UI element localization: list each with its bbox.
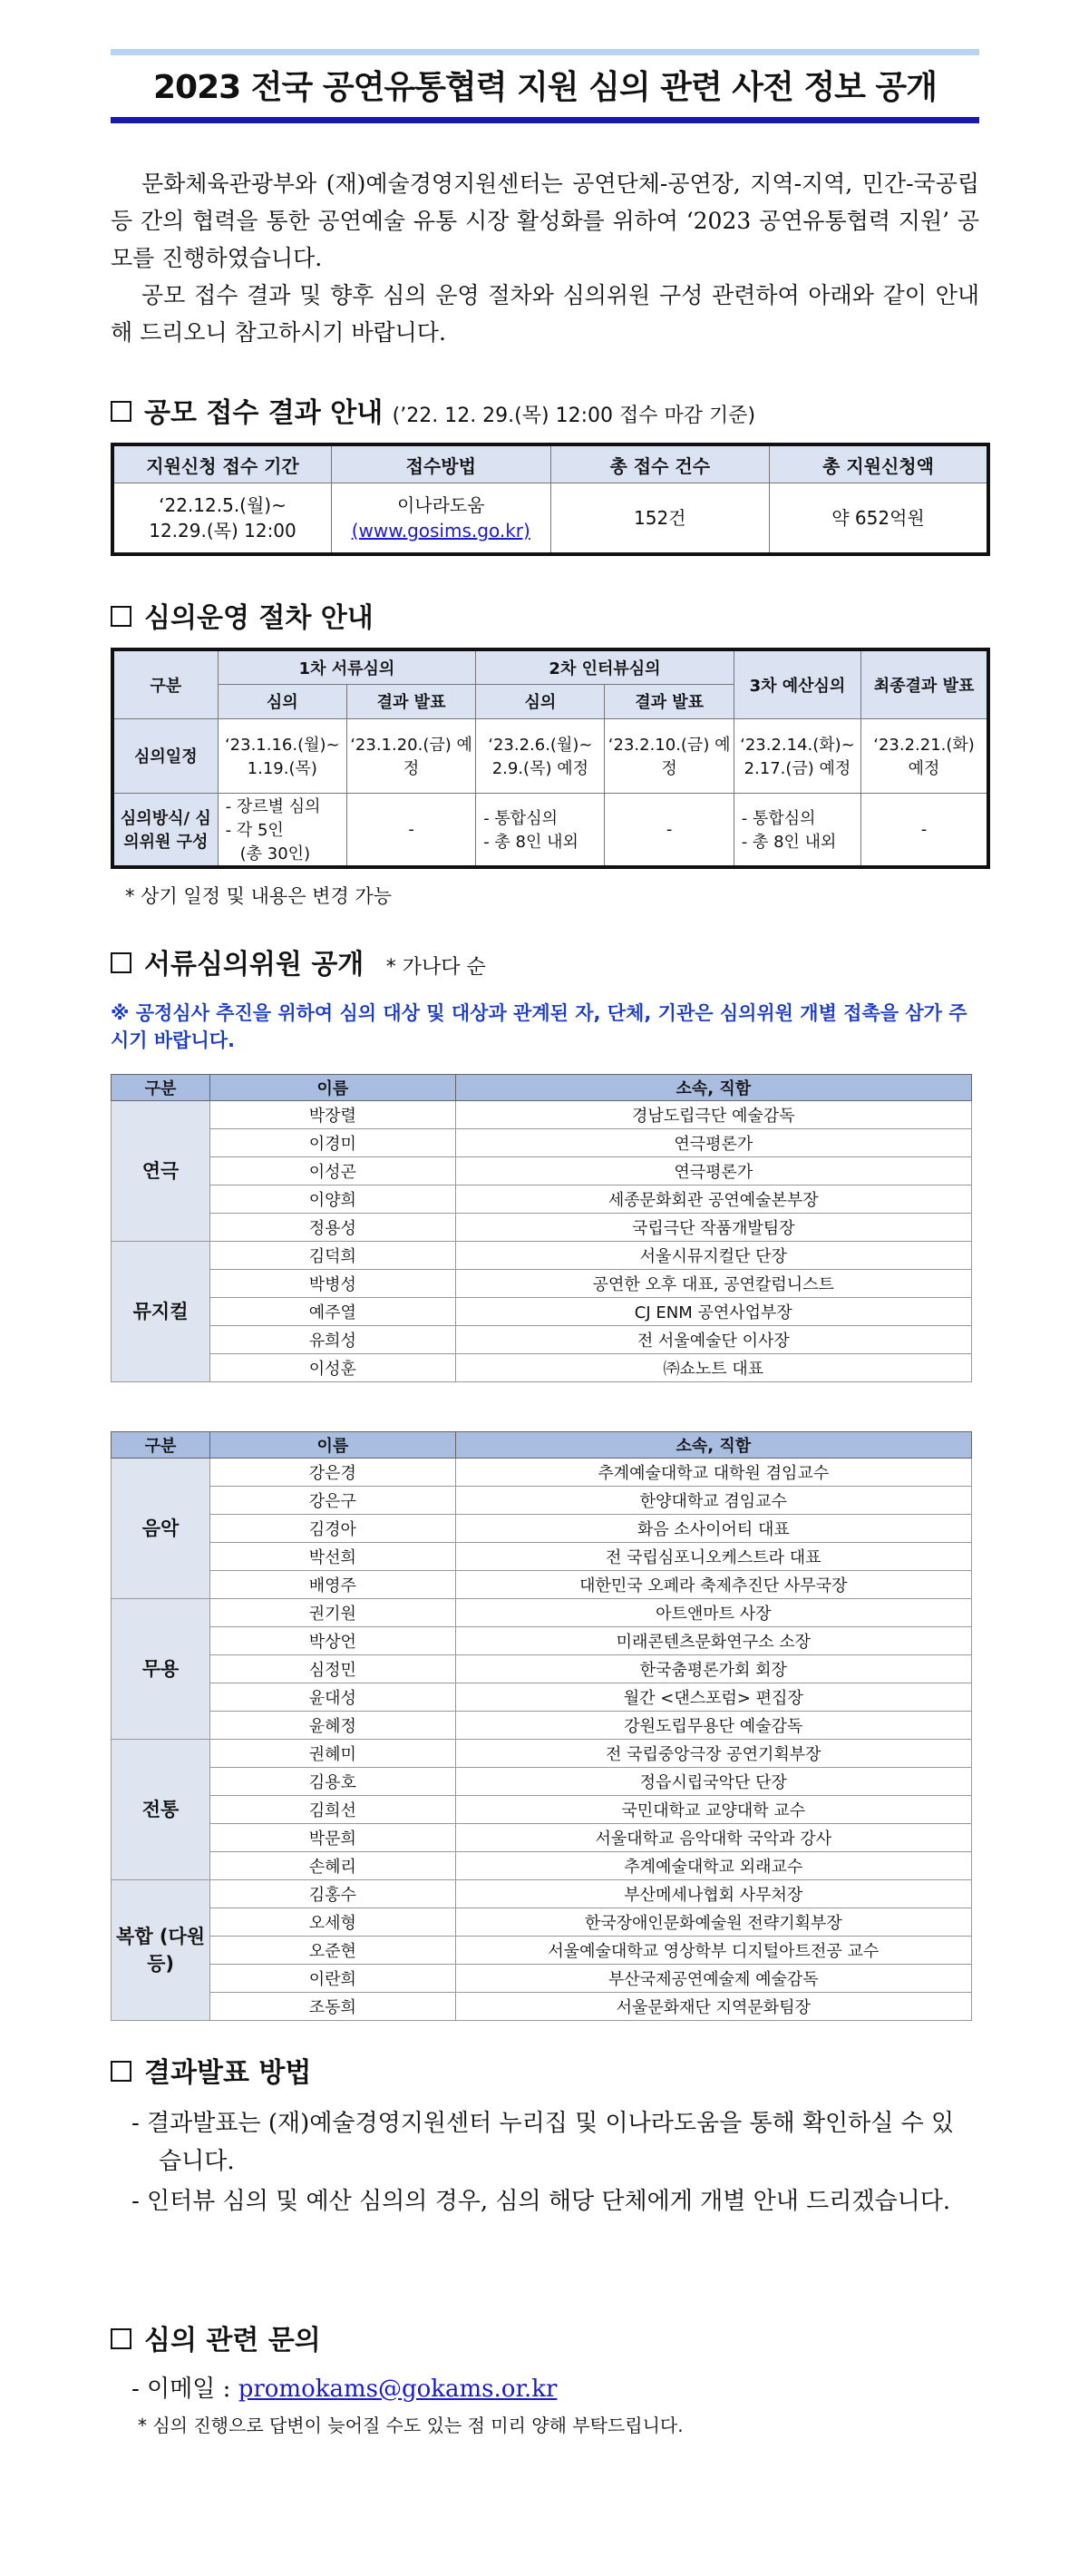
member-name: 김덕희 bbox=[210, 1242, 455, 1270]
member-name: 강은구 bbox=[210, 1487, 455, 1515]
member-name: 이성훈 bbox=[210, 1354, 455, 1382]
member-name: 심정민 bbox=[210, 1655, 455, 1683]
intro-paragraph-1: 문화체육관광부와 (재)예술경영지원센터는 공연단체-공연장, 지역-지역, 민간-국공립 등 간의 협력을 통한 공연예술 유통 시장 활성화를 위하여 ‘2023 공연유통협력 지원’ 공모를 진행하였습니다. bbox=[111, 171, 979, 271]
table-header: 접수방법 bbox=[332, 444, 551, 483]
member-affiliation: 한국장애인문화예술원 전략기획부장 bbox=[455, 1908, 971, 1937]
section-heading-reviewers bbox=[111, 942, 486, 981]
member-affiliation: 정읍시립국악단 단장 bbox=[455, 1768, 971, 1796]
table-header: 3차 예산심의 bbox=[734, 649, 860, 718]
table-row bbox=[112, 1571, 972, 1599]
table-subheader: 결과 발표 bbox=[346, 684, 475, 718]
member-affiliation: 공연한 오후 대표, 공연칼럼니스트 bbox=[455, 1270, 971, 1298]
results-table bbox=[111, 443, 990, 556]
gosims-link[interactable]: (www.gosims.go.kr) bbox=[351, 520, 530, 542]
member-affiliation: 전 국립심포니오케스트라 대표 bbox=[455, 1543, 971, 1571]
member-name: 김경아 bbox=[210, 1515, 455, 1543]
table-row bbox=[112, 1515, 972, 1543]
checkbox-bullet-icon bbox=[111, 2328, 131, 2349]
table-row bbox=[112, 1270, 972, 1298]
period-line: 12.29.(목) 12:00 bbox=[149, 520, 296, 542]
member-name: 김용호 bbox=[210, 1768, 455, 1796]
method-line: - 통합심의 bbox=[741, 809, 816, 829]
table-row bbox=[112, 1683, 972, 1712]
member-name: 예주열 bbox=[210, 1298, 455, 1326]
total-count: 152건 bbox=[550, 483, 770, 555]
method-line: - 총 8인 내외 bbox=[741, 833, 837, 853]
table-header: 2차 인터뷰심의 bbox=[476, 649, 734, 684]
member-affiliation: ㈜쇼노트 대표 bbox=[455, 1354, 971, 1382]
member-name: 박선희 bbox=[210, 1543, 455, 1571]
schedule-cell: ‘23.2.21.(화) 예정 bbox=[861, 718, 988, 793]
title-banner bbox=[111, 49, 979, 123]
member-name: 강은경 bbox=[210, 1459, 455, 1487]
table-row bbox=[112, 1655, 972, 1683]
intro-paragraph-2: 공모 접수 결과 및 향후 심의 운영 절차와 심의위원 구성 관련하여 아래와 같이 안내해 드리오니 참고하시기 바랍니다. bbox=[111, 282, 979, 346]
member-name: 박병성 bbox=[210, 1270, 455, 1298]
reviewers-table-2 bbox=[111, 1431, 972, 2021]
member-affiliation: 서울예술대학교 영상학부 디지털아트전공 교수 bbox=[455, 1937, 971, 1965]
member-affiliation: 한국춤평론가회 회장 bbox=[455, 1655, 971, 1683]
member-affiliation: 전 서울예술단 이사장 bbox=[455, 1326, 971, 1354]
table-row bbox=[112, 1487, 972, 1515]
email-link[interactable]: promokams@gokams.or.kr bbox=[238, 2376, 558, 2403]
member-affiliation: 추계예술대학교 외래교수 bbox=[455, 1852, 971, 1880]
schedule-cell: ‘23.2.10.(금) 예정 bbox=[605, 718, 734, 793]
table-row bbox=[112, 1354, 972, 1382]
section-heading-procedure bbox=[111, 595, 374, 635]
member-name: 이란희 bbox=[210, 1965, 455, 1993]
intro-text bbox=[111, 165, 979, 351]
section-title: 서류심의위원 공개 bbox=[144, 949, 365, 981]
member-affiliation: 추계예술대학교 대학원 겸임교수 bbox=[455, 1459, 971, 1487]
contact-warning: ※ 공정심사 추진을 위하여 심의 대상 및 대상과 관계된 자, 단체, 기관은 심의위원 개별 접촉을 삼가 주시기 바랍니다. bbox=[111, 1002, 967, 1051]
table-row bbox=[112, 1627, 972, 1655]
genre-category: 뮤지컬 bbox=[112, 1242, 210, 1382]
method-line: (총 30인) bbox=[239, 844, 311, 864]
table-row bbox=[112, 1186, 972, 1214]
member-affiliation: 연극평론가 bbox=[455, 1157, 971, 1186]
checkbox-bullet-icon bbox=[111, 2061, 131, 2082]
genre-category: 음악 bbox=[112, 1459, 210, 1599]
section-title: 결과발표 방법 bbox=[144, 2057, 312, 2089]
member-name: 유희성 bbox=[210, 1326, 455, 1354]
member-affiliation: 아트앤마트 사장 bbox=[455, 1599, 971, 1627]
table-header: 소속, 직함 bbox=[455, 1432, 971, 1459]
member-affiliation: 월간 <댄스포럼> 편집장 bbox=[455, 1683, 971, 1712]
method-name: 이나라도움 bbox=[396, 494, 485, 516]
table-header: 소속, 직함 bbox=[455, 1075, 971, 1101]
section-title: 공모 접수 결과 안내 bbox=[144, 397, 384, 429]
table-header: 최종결과 발표 bbox=[861, 649, 988, 718]
member-affiliation: 국립극단 작품개발팀장 bbox=[455, 1214, 971, 1242]
member-name: 오준현 bbox=[210, 1937, 455, 1965]
schedule-cell: ‘23.1.16.(월)~ 1.19.(목) bbox=[218, 718, 346, 793]
genre-category: 복합 (다원 등) bbox=[112, 1880, 210, 2021]
table-row bbox=[112, 1129, 972, 1157]
member-affiliation: 미래콘텐츠문화연구소 소장 bbox=[455, 1627, 971, 1655]
table-row bbox=[112, 1852, 972, 1880]
method-cell bbox=[218, 793, 346, 867]
table-row bbox=[112, 1880, 972, 1908]
genre-category: 연극 bbox=[112, 1101, 210, 1242]
total-amount: 약 652억원 bbox=[770, 483, 989, 555]
genre-category: 무용 bbox=[112, 1599, 210, 1740]
section-subtitle: * 가나다 순 bbox=[385, 956, 486, 979]
member-name: 권혜미 bbox=[210, 1740, 455, 1768]
method-cell bbox=[734, 793, 860, 867]
member-affiliation: 경남도립극단 예술감독 bbox=[455, 1101, 971, 1129]
table-header: 구분 bbox=[112, 649, 218, 718]
member-affiliation: 전 국립중앙극장 공연기획부장 bbox=[455, 1740, 971, 1768]
table-row bbox=[112, 1712, 972, 1740]
table-header: 지원신청 접수 기간 bbox=[112, 444, 332, 483]
announcement-item: - 인터뷰 심의 및 예산 심의의 경우, 심의 해당 단체에게 개별 안내 드리겠습니다. bbox=[131, 2188, 951, 2215]
member-affiliation: 강원도립무용단 예술감독 bbox=[455, 1712, 971, 1740]
member-name: 정용성 bbox=[210, 1214, 455, 1242]
member-name: 박장렬 bbox=[210, 1101, 455, 1129]
section-heading-announcement bbox=[111, 2050, 311, 2090]
member-name: 조동희 bbox=[210, 1993, 455, 2021]
row-label: 심의일정 bbox=[112, 718, 218, 793]
table-row bbox=[112, 1157, 972, 1186]
table-header: 이름 bbox=[210, 1432, 455, 1459]
genre-category: 전통 bbox=[112, 1740, 210, 1880]
member-name: 이양희 bbox=[210, 1186, 455, 1214]
method-cell: - bbox=[861, 793, 988, 867]
announcement-item: - 결과발표는 (재)예술경영지원센터 누리집 및 이나라도움을 통해 확인하실 수 있습니다. bbox=[131, 2110, 955, 2175]
member-affiliation: 부산메세나협회 사무처장 bbox=[455, 1880, 971, 1908]
table-row bbox=[112, 1993, 972, 2021]
section-heading-inquiry bbox=[111, 2317, 321, 2357]
schedule-cell: ‘23.2.6.(월)~ 2.9.(목) 예정 bbox=[476, 718, 605, 793]
table-header: 1차 서류심의 bbox=[218, 649, 476, 684]
section-heading-results bbox=[111, 390, 755, 430]
member-name: 윤혜정 bbox=[210, 1712, 455, 1740]
table-row bbox=[112, 1965, 972, 1993]
table-row bbox=[112, 1937, 972, 1965]
member-affiliation: 서울시뮤지컬단 단장 bbox=[455, 1242, 971, 1270]
table-row bbox=[112, 1214, 972, 1242]
member-name: 윤대성 bbox=[210, 1683, 455, 1712]
email-line bbox=[131, 2370, 557, 2404]
member-affiliation: 대한민국 오페라 축제추진단 사무국장 bbox=[455, 1571, 971, 1599]
schedule-cell: ‘23.1.20.(금) 예정 bbox=[346, 718, 475, 793]
member-name: 김희선 bbox=[210, 1796, 455, 1824]
method-cell: - bbox=[605, 793, 734, 867]
table-header: 구분 bbox=[112, 1075, 210, 1101]
application-method bbox=[332, 483, 551, 555]
title-bottom-bar bbox=[111, 117, 979, 123]
table-row bbox=[112, 1101, 972, 1129]
table-subheader: 심의 bbox=[218, 684, 346, 718]
table-subheader: 결과 발표 bbox=[605, 684, 734, 718]
member-name: 권기원 bbox=[210, 1599, 455, 1627]
table-row bbox=[112, 1459, 972, 1487]
method-line: - 통합심의 bbox=[483, 809, 558, 829]
table-subheader: 심의 bbox=[476, 684, 605, 718]
member-name: 오세형 bbox=[210, 1908, 455, 1937]
member-affiliation: 부산국제공연예술제 예술감독 bbox=[455, 1965, 971, 1993]
section-subtitle: (’22. 12. 29.(목) 12:00 접수 마감 기준) bbox=[392, 405, 756, 427]
table-header: 구분 bbox=[112, 1432, 210, 1459]
checkbox-bullet-icon bbox=[111, 401, 131, 422]
method-line: - 각 5인 bbox=[225, 821, 284, 841]
reviewers-table-1 bbox=[111, 1074, 972, 1382]
table-row bbox=[112, 1599, 972, 1627]
schedule-cell: ‘23.2.14.(화)~ 2.17.(금) 예정 bbox=[734, 718, 860, 793]
table-row bbox=[112, 1908, 972, 1937]
checkbox-bullet-icon bbox=[111, 606, 131, 627]
member-affiliation: 서울대학교 음악대학 국악과 강사 bbox=[455, 1824, 971, 1852]
member-name: 손혜리 bbox=[210, 1852, 455, 1880]
application-period bbox=[112, 483, 332, 555]
announcement-list bbox=[131, 2104, 966, 2222]
member-affiliation: 국민대학교 교양대학 교수 bbox=[455, 1796, 971, 1824]
member-name: 이성곤 bbox=[210, 1157, 455, 1186]
section-title: 심의운영 절차 안내 bbox=[144, 602, 374, 634]
member-name: 박상언 bbox=[210, 1627, 455, 1655]
member-affiliation: 연극평론가 bbox=[455, 1129, 971, 1157]
member-name: 배영주 bbox=[210, 1571, 455, 1599]
table-header: 총 지원신청액 bbox=[770, 444, 989, 483]
member-name: 김홍수 bbox=[210, 1880, 455, 1908]
table-row bbox=[112, 1796, 972, 1824]
inquiry-note: * 심의 진행으로 답변이 늦어질 수도 있는 점 미리 양해 부탁드립니다. bbox=[138, 2415, 684, 2436]
member-affiliation: 세종문화회관 공연예술본부장 bbox=[455, 1186, 971, 1214]
table-row bbox=[112, 1768, 972, 1796]
page-title: 2023 전국 공연유통협력 지원 심의 관련 사전 정보 공개 bbox=[153, 69, 937, 106]
member-affiliation: 화음 소사이어티 대표 bbox=[455, 1515, 971, 1543]
member-name: 박문희 bbox=[210, 1824, 455, 1852]
table-header: 이름 bbox=[210, 1075, 455, 1101]
checkbox-bullet-icon bbox=[111, 952, 131, 973]
table-row bbox=[112, 1824, 972, 1852]
table-row bbox=[112, 1298, 972, 1326]
section-title: 심의 관련 문의 bbox=[144, 2325, 321, 2356]
member-affiliation: 서울문화재단 지역문화팀장 bbox=[455, 1993, 971, 2021]
method-line: - 총 8인 내외 bbox=[483, 833, 578, 853]
method-cell: - bbox=[346, 793, 475, 867]
email-label: - 이메일 : bbox=[131, 2376, 238, 2403]
procedure-table bbox=[111, 648, 990, 869]
table-row bbox=[112, 1326, 972, 1354]
schedule-note: * 상기 일정 및 내용은 변경 가능 bbox=[125, 885, 392, 907]
member-affiliation: CJ ENM 공연사업부장 bbox=[455, 1298, 971, 1326]
method-line: - 장르별 심의 bbox=[225, 797, 321, 817]
table-row bbox=[112, 1242, 972, 1270]
title-top-bar bbox=[111, 49, 979, 55]
member-affiliation: 한양대학교 겸임교수 bbox=[455, 1487, 971, 1515]
row-label: 심의방식/ 심의위원 구성 bbox=[112, 793, 218, 867]
method-cell bbox=[476, 793, 605, 867]
table-row bbox=[112, 1740, 972, 1768]
member-name: 이경미 bbox=[210, 1129, 455, 1157]
table-row bbox=[112, 1543, 972, 1571]
table-header: 총 접수 건수 bbox=[550, 444, 770, 483]
period-line: ‘22.12.5.(월)~ bbox=[159, 494, 287, 516]
